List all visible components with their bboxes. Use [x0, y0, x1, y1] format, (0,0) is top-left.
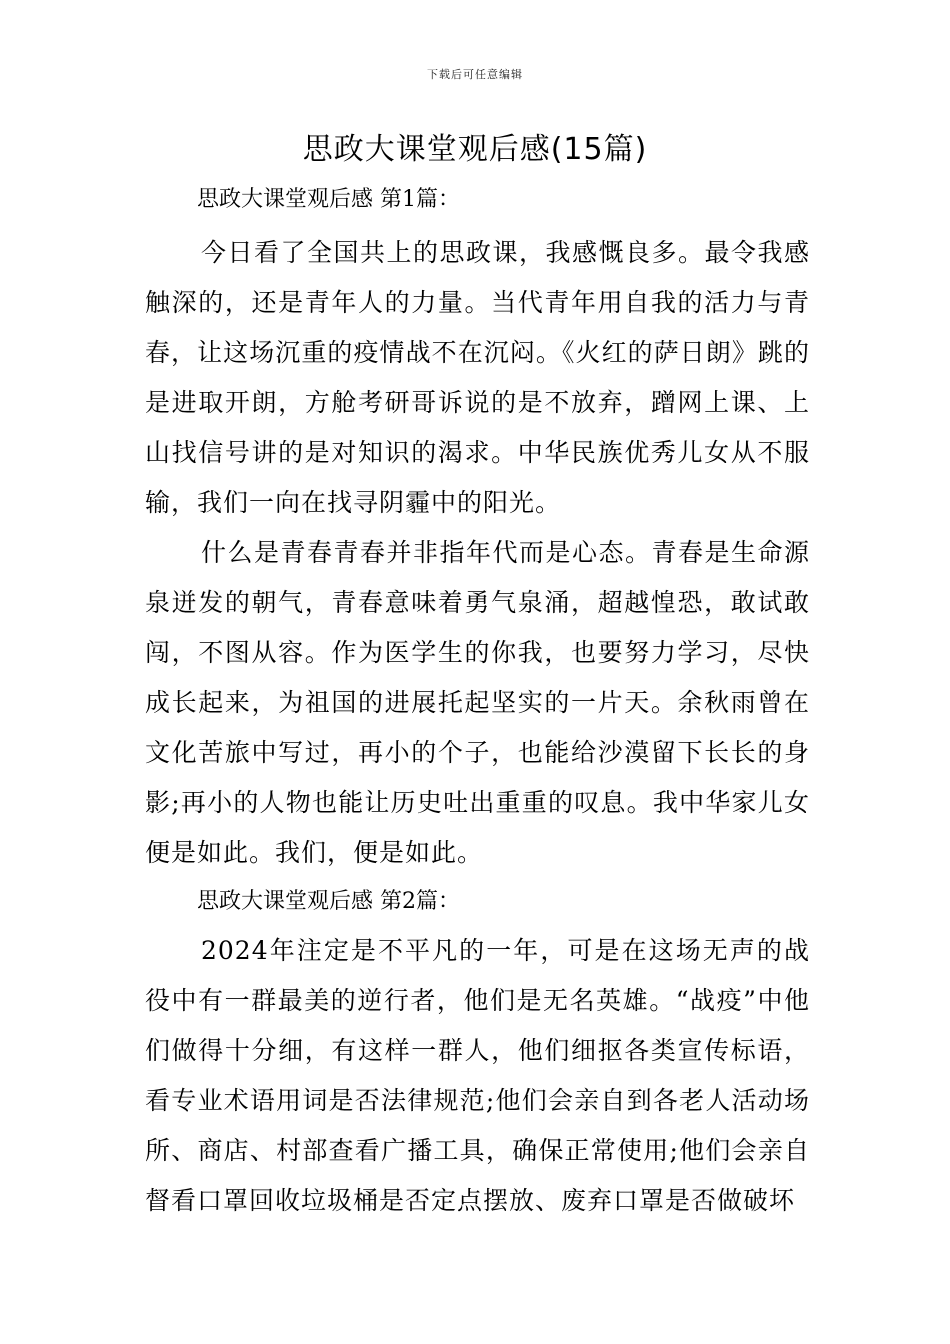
document-body — [145, 176, 810, 1226]
section-1 — [145, 176, 810, 878]
paragraph: 今日看了全国共上的思政课，我感慨良多。最令我感触深的，还是青年人的力量。当代青年用自我的活力与青春，让这场沉重的疫情战不在沉闷。《火红的萨日朗》跳的是进取开朗，方舱考研哥诉说的是不放弃，蹭网上课、上山找信号讲的是对知识的渴求。中华民族优秀儿女从不服输，我们一向在找寻阴霾中的阳光。 — [145, 238, 810, 517]
header-note: 下载后可任意编辑 — [427, 68, 523, 81]
paragraph: 2024年注定是不平凡的一年，可是在这场无声的战役中有一群最美的逆行者，他们是无名英雄。“战疫”中他们做得十分细，有这样一群人，他们细抠各类宣传标语，看专业术语用词是否法律规范;他们会亲自到各老人活动场所、商店、村部查看广播工具，确保正常使用;他们会亲自督看口罩回收垃圾桶是否定点摆放、废弃口罩是否做破坏 — [145, 936, 810, 1215]
section-heading: 思政大课堂观后感 第1篇： — [197, 187, 460, 212]
document-title: 思政大课堂观后感(15篇) — [302, 132, 648, 167]
paragraph: 什么是青春青春并非指年代而是心态。青春是生命源泉迸发的朝气，青春意味着勇气泉涌，超越惶恐，敢试敢闯，不图从容。作为医学生的你我，也要努力学习，尽快成长起来，为祖国的进展托起坚实的一片天。余秋雨曾在文化苦旅中写过，再小的个子，也能给沙漠留下长长的身影;再小的人物也能让历史吐出重重的叹息。我中华家儿女便是如此。我们，便是如此。 — [145, 538, 810, 867]
section-heading: 思政大课堂观后感 第2篇： — [197, 889, 460, 914]
section-2 — [145, 878, 810, 1226]
